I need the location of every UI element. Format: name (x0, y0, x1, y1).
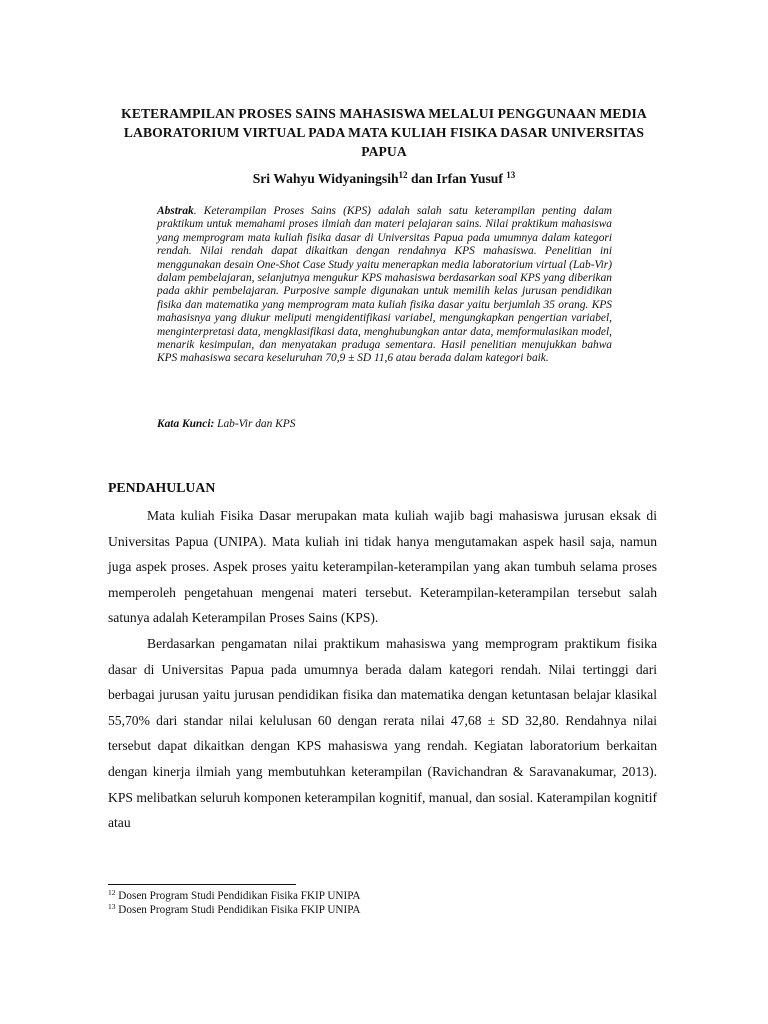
keywords-text: Lab-Vir dan KPS (217, 418, 296, 430)
footnote (108, 903, 657, 917)
abstract (157, 205, 612, 366)
body-paragraph: Mata kuliah Fisika Dasar merupakan mata kuliah wajib bagi mahasiswa jurusan eksak di Universitas Papua (UNIPA). Mata kuliah ini tidak hanya mengutamakan aspek hasil saja, namun juga aspek proses. Aspek proses yaitu keterampilan-keterampilan yang akan tumbuh selama proses memperoleh pengetahuan mengenai materi tersebut. Keterampilan-keterampilan tersebut salah satunya adalah Keterampilan Proses Sains (KPS). (108, 508, 657, 626)
keywords (157, 417, 612, 431)
author-name: Sri Wahyu Widyaningsih (252, 171, 399, 186)
body-paragraph: Berdasarkan pengamatan nilai praktikum mahasiswa yang memprogram praktikum fisika dasar di Universitas Papua pada umumnya berada dalam kategori rendah. Nilai tertinggi dari berbagai jurusan yaitu jurusan pendidikan fisika dan matematika dengan ketuntasan belajar klasikal 55,70% dari standar nilai kelulusan 60 dengan rerata nilai 47,68 ± SD 32,80. Rendahnya nilai tersebut dapat dikaitkan dengan KPS mahasiswa yang rendah. Kegiatan laboratorium berkaitan dengan kinerja ilmiah yang membutuhkan keterampilan (Ravichandran & Saravanakumar, 2013). KPS melibatkan seluruh komponen keterampilan kognitif, manual, dan sosial. Katerampilan kognitif atau (108, 635, 657, 831)
section-body (108, 503, 657, 836)
abstract-text: . Keterampilan Proses Sains (KPS) adalah salah satu keterampilan penting dalam praktikum untuk memahami proses ilmiah dan materi pelajaran sains. Nilai praktikum mahasiswa yang memprogram mata kuliah fisika dasar di Universitas Papua pada umumnya dalam kategori rendah. Nilai rendah dapat dikaitkan dengan rendahnya KPS mahasiswa. Penelitian ini menggunakan desain One-Shot Case Study yaitu menerapkan media laboratorium virtual (Lab-Vir) dalam pembelajaran, selanjutnya mengukur KPS mahasiswa berdasarkan soal KPS yang diberikan pada akhir pembelajaran. Purposive sample digunakan untuk memilih kelas jurusan pendidikan fisika dan matematika yang memprogram mata kuliah fisika dasar yaitu berjumlah 35 orang. KPS mahasisnya yang diukur meliputi mengidentifikasi variabel, mengungkapkan pengertian variabel, menginterpretasi data, mengklasifikasi data, menghubungkan antar data, memformulasikan model, menarik kesimpulan, dan menyatakan praduga sementara. Hasil penelitian menujukkan bahwa KPS mahasiswa secara keseluruhan 70,9 ± SD 11,6 atau berada dalam kategori baik. (157, 205, 612, 365)
footnote (108, 889, 657, 903)
author-footnote-mark: 12 (398, 170, 408, 180)
footnote-mark: 13 (108, 902, 116, 911)
author-footnote-mark: 13 (506, 170, 516, 180)
paper-title: KETERAMPILAN PROSES SAINS MAHASISWA MELALUI PENGGUNAAN MEDIA LABORATORIUM VIRTUAL PADA MATA KULIAH FISIKA DASAR UNIVERSITAS PAPUA (121, 106, 647, 159)
footnote-text: Dosen Program Studi Pendidikan Fisika FKIP UNIPA (115, 890, 361, 902)
abstract-label: Abstrak (157, 205, 194, 217)
footnote-mark: 12 (108, 888, 116, 897)
keywords-separator: : (210, 418, 218, 430)
footnote-text: Dosen Program Studi Pendidikan Fisika FKIP UNIPA (115, 904, 361, 916)
keywords-label: Kata Kunci (157, 418, 211, 430)
author-connector: dan (407, 171, 437, 186)
footnotes (108, 889, 657, 917)
section-heading: PENDAHULUAN (108, 480, 216, 495)
footnote-divider (108, 884, 296, 885)
author-line (100, 170, 668, 188)
author-name: Irfan Yusuf (436, 171, 507, 186)
